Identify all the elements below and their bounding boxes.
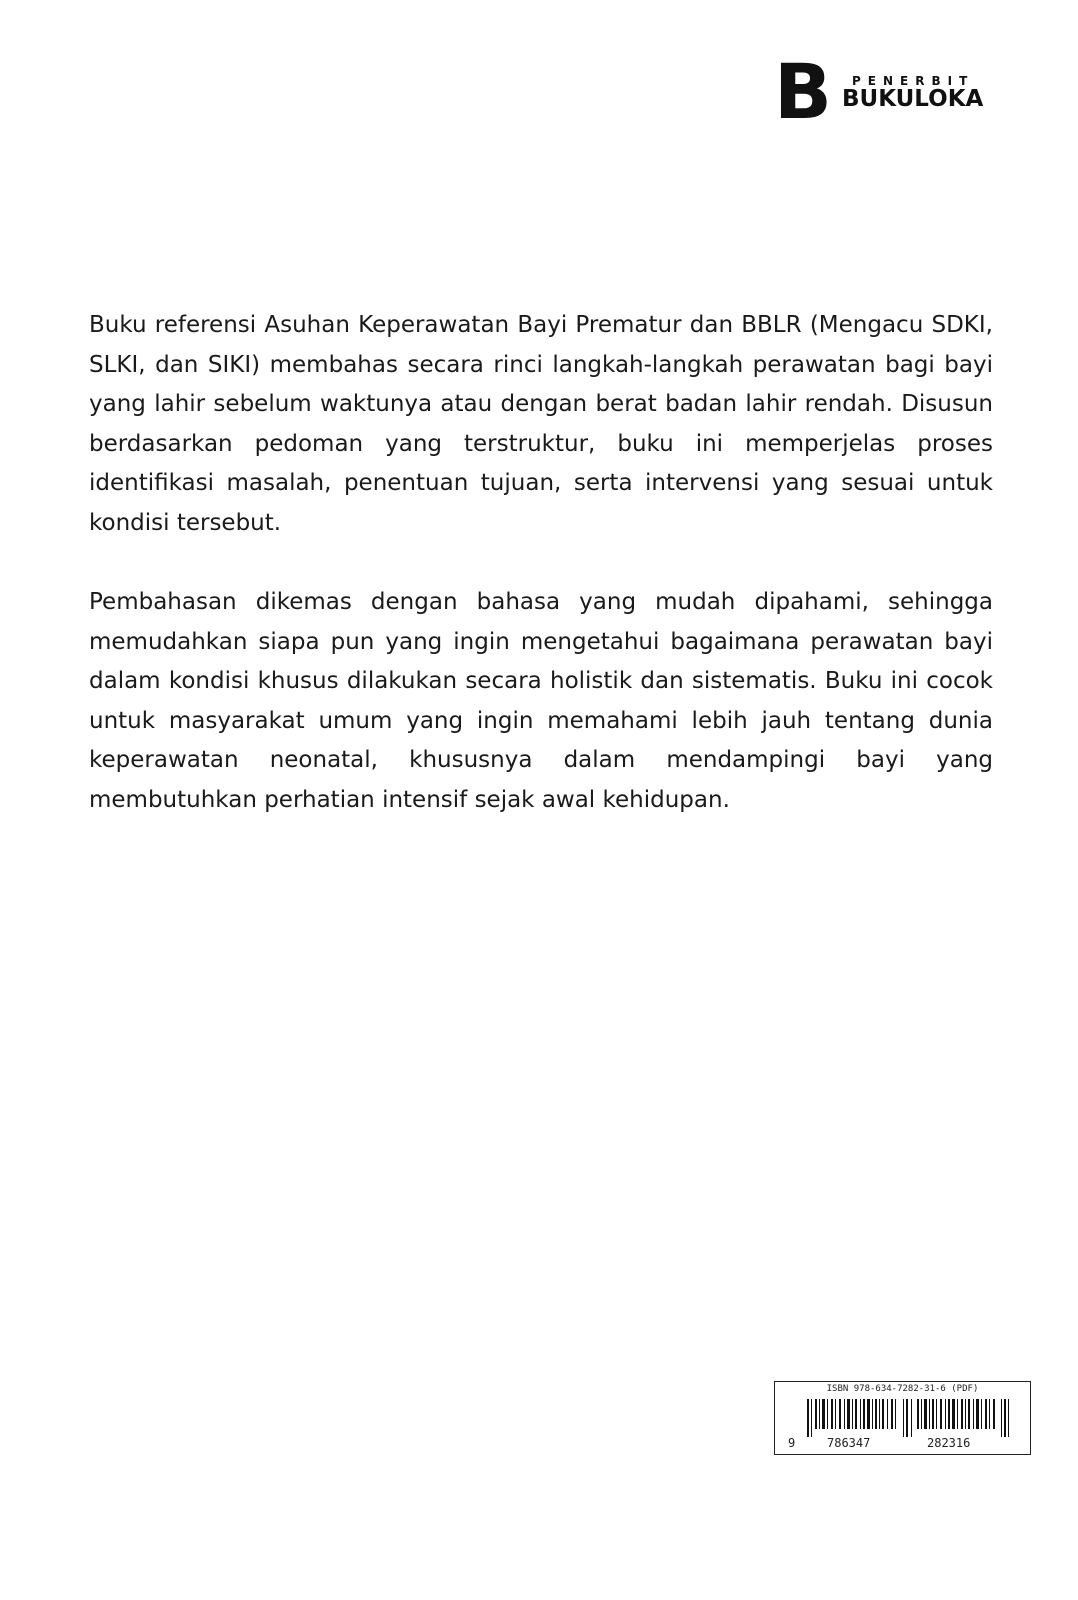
barcode-digit-first: 9 [788,1436,796,1450]
description-paragraph-2: Pembahasan dikemas dengan bahasa yang mudah dipahami, sehingga memudahkan siapa pun yang ingin mengetahui bagaimana perawatan bayi dalam kondisi khusus dilakukan secara holistik dan sistematis. Buku ini cocok untuk masyarakat umum yang ingin memahami lebih jauh tentang dunia keperawatan neonatal, khususnya dalam mendampingi bayi yang membutuhkan perhatian intensif sejak awal kehidupan. [89,589,993,813]
barcode-digits-right: 282316 [927,1436,971,1450]
barcode-bars [807,1399,1009,1437]
isbn-label: ISBN 978-634-7282-31-6 (PDF) [826,1384,979,1394]
logo-letter: B [774,47,828,136]
barcode-digits-left: 786347 [827,1436,871,1450]
description-paragraph-1: Buku referensi Asuhan Keperawatan Bayi Prematur dan BBLR (Mengacu SDKI, SLKI, dan SIKI) membahas secara rinci langkah-langkah perawatan bagi bayi yang lahir sebelum waktunya atau dengan berat badan lahir rendah. Disusun berdasarkan pedoman yang terstruktur, buku ini memperjelas proses identifikasi masalah, penentuan tujuan, serta intervensi yang sesuai untuk kondisi tersebut. [89,312,993,536]
description-text [89,306,993,860]
logo-label-main: BUKULOKA [842,86,984,112]
barcode-digits [775,1436,1030,1452]
isbn-barcode [774,1381,1031,1455]
logo-label-top: PENERBIT [852,74,975,88]
publisher-logo [774,47,994,136]
